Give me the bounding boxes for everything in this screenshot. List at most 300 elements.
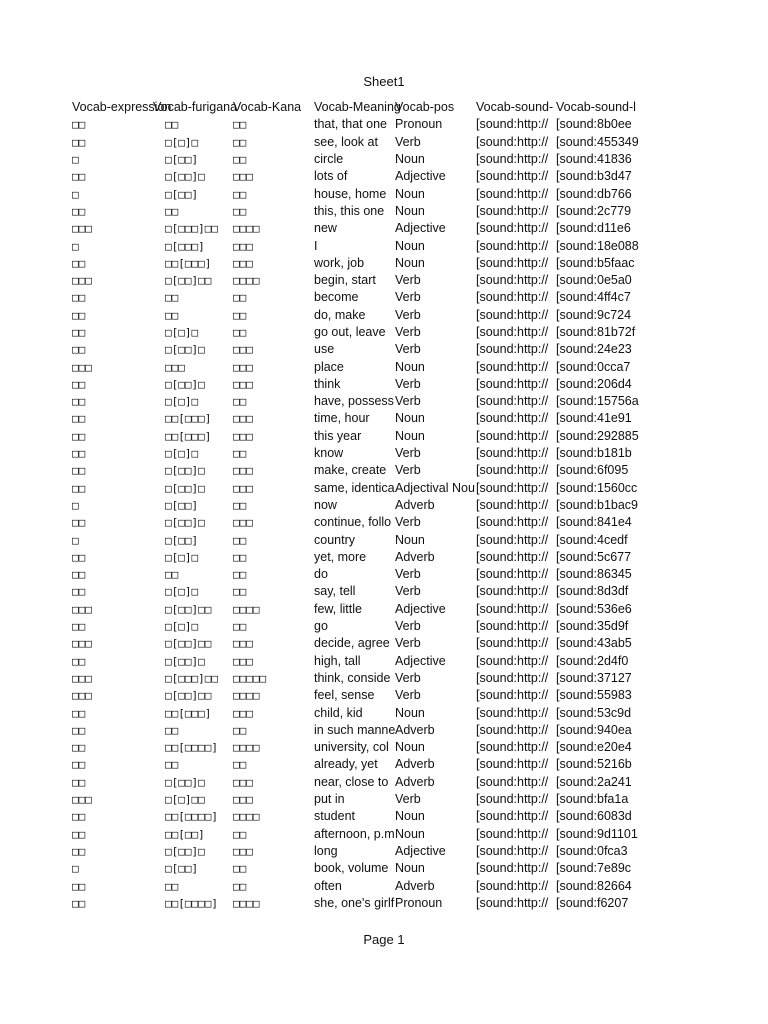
- table-row: [72, 635, 635, 652]
- cell-meaning: work, job: [314, 255, 365, 270]
- cell-furigana: □□[□□]: [165, 827, 205, 841]
- cell-expression: □□: [72, 308, 86, 322]
- cell-kana: □□: [233, 447, 247, 461]
- cell-sound-2: [sound:8b0ee: [556, 117, 632, 132]
- cell-meaning: few, little: [314, 601, 362, 616]
- vocab-table-body: [72, 116, 639, 912]
- cell-furigana: □□□: [165, 360, 185, 374]
- cell-kana: □□□: [233, 793, 253, 807]
- cell-expression: □□□: [72, 602, 92, 616]
- cell-furigana: □□: [165, 568, 179, 582]
- cell-sound-2: [sound:0e5a0: [556, 273, 632, 288]
- cell-pos: Noun: [395, 861, 425, 876]
- cell-kana: □□: [233, 533, 247, 547]
- cell-pos: Noun: [395, 705, 425, 720]
- cell-pos: Verb: [395, 584, 421, 599]
- cell-sound-2: [sound:2d4f0: [556, 653, 629, 668]
- cell-furigana: □□[□□□]: [165, 706, 212, 720]
- cell-sound-1: [sound:http://: [476, 826, 549, 841]
- cell-furigana: □[□□]: [165, 533, 199, 547]
- table-row: [72, 895, 635, 912]
- cell-pos: Verb: [395, 290, 421, 305]
- cell-sound-1: [sound:http://: [476, 670, 549, 685]
- table-row: [72, 687, 635, 704]
- cell-kana: □□: [233, 153, 247, 167]
- column-header-vocab-kana: Vocab-Kana: [233, 100, 302, 115]
- cell-sound-1: [sound:http://: [476, 290, 549, 305]
- cell-sound-2: [sound:2c779: [556, 203, 632, 218]
- cell-expression: □□: [72, 118, 86, 132]
- cell-pos: Noun: [395, 359, 425, 374]
- cell-sound-1: [sound:http://: [476, 446, 549, 461]
- table-row: [72, 722, 635, 739]
- cell-pos: Adjective: [395, 653, 446, 668]
- cell-pos: Verb: [395, 670, 421, 685]
- cell-meaning: university, col: [314, 740, 389, 755]
- cell-meaning: this year: [314, 428, 362, 443]
- table-row: [72, 653, 635, 670]
- cell-expression: □□: [72, 879, 86, 893]
- cell-sound-2: [sound:292885: [556, 428, 639, 443]
- cell-kana: □□□: [233, 654, 253, 668]
- cell-furigana: □[□□]□: [165, 377, 205, 391]
- cell-meaning: think: [314, 376, 341, 391]
- cell-sound-1: [sound:http://: [476, 463, 549, 478]
- table-row: [72, 255, 635, 272]
- table-row: [72, 168, 635, 185]
- cell-pos: Adverb: [395, 878, 435, 893]
- cell-pos: Adjective: [395, 843, 446, 858]
- cell-expression: □□□: [72, 274, 92, 288]
- table-row: [72, 531, 635, 548]
- cell-expression: □□: [72, 827, 86, 841]
- cell-sound-1: [sound:http://: [476, 203, 549, 218]
- cell-sound-2: [sound:b181b: [556, 446, 632, 461]
- cell-sound-2: [sound:41836: [556, 152, 632, 167]
- cell-sound-2: [sound:18e088: [556, 238, 639, 253]
- table-row: [72, 185, 635, 202]
- cell-furigana: □[□□]□: [165, 775, 205, 789]
- cell-sound-2: [sound:43ab5: [556, 636, 632, 651]
- cell-meaning: near, close to: [314, 774, 389, 789]
- cell-sound-1: [sound:http://: [476, 774, 549, 789]
- cell-sound-1: [sound:http://: [476, 307, 549, 322]
- cell-furigana: □□[□□□□]: [165, 810, 218, 824]
- cell-meaning: become: [314, 290, 359, 305]
- vocab-table: [72, 99, 639, 912]
- cell-furigana: □[□□]□: [165, 844, 205, 858]
- cell-pos: Noun: [395, 740, 425, 755]
- cell-meaning: this, this one: [314, 203, 385, 218]
- cell-kana: □□□: [233, 239, 253, 253]
- cell-pos: Verb: [395, 688, 421, 703]
- cell-sound-2: [sound:7e89c: [556, 861, 632, 876]
- cell-sound-1: [sound:http://: [476, 273, 549, 288]
- table-row: [72, 272, 635, 289]
- cell-kana: □□□: [233, 706, 253, 720]
- cell-sound-2: [sound:8d3df: [556, 584, 629, 599]
- cell-expression: □□: [72, 706, 86, 720]
- cell-sound-1: [sound:http://: [476, 238, 549, 253]
- cell-kana: □□: [233, 827, 247, 841]
- cell-kana: □□□□: [233, 741, 260, 755]
- table-row: [72, 324, 635, 341]
- cell-kana: □□□□: [233, 602, 260, 616]
- table-row: [72, 704, 635, 721]
- cell-sound-1: [sound:http://: [476, 134, 549, 149]
- cell-sound-1: [sound:http://: [476, 757, 549, 772]
- cell-expression: □□□: [72, 222, 92, 236]
- cell-expression: □□□: [72, 689, 92, 703]
- cell-meaning: in such manne: [314, 722, 396, 737]
- cell-expression: □□: [72, 204, 86, 218]
- cell-sound-2: [sound:0fca3: [556, 843, 628, 858]
- cell-meaning: begin, start: [314, 273, 376, 288]
- cell-kana: □□: [233, 326, 247, 339]
- table-row: [72, 756, 635, 773]
- cell-sound-1: [sound:http://: [476, 688, 549, 703]
- cell-pos: Noun: [395, 532, 425, 547]
- cell-expression: □: [72, 533, 79, 547]
- table-row: [72, 514, 635, 531]
- cell-meaning: yet, more: [314, 549, 367, 564]
- cell-sound-2: [sound:82664: [556, 878, 632, 893]
- cell-expression: □□: [72, 723, 86, 737]
- cell-sound-2: [sound:841e4: [556, 515, 632, 530]
- cell-expression: □□: [72, 464, 86, 478]
- cell-pos: Noun: [395, 411, 425, 426]
- cell-furigana: □[□□]: [165, 498, 199, 512]
- cell-expression: □□: [72, 429, 86, 443]
- cell-furigana: □[□□]□: [165, 481, 205, 495]
- cell-expression: □□: [72, 481, 86, 495]
- cell-pos: Verb: [395, 567, 421, 582]
- cell-kana: □□: [233, 395, 247, 409]
- cell-furigana: □[□□]□: [165, 464, 205, 478]
- cell-pos: Adverb: [395, 722, 435, 737]
- cell-kana: □□: [233, 498, 247, 512]
- cell-sound-1: [sound:http://: [476, 584, 549, 599]
- cell-expression: □: [72, 498, 79, 512]
- cell-pos: Noun: [395, 809, 425, 824]
- cell-expression: □□: [72, 896, 86, 910]
- cell-sound-1: [sound:http://: [476, 653, 549, 668]
- cell-expression: □□: [72, 412, 86, 426]
- table-row: [72, 583, 635, 600]
- cell-sound-1: [sound:http://: [476, 325, 549, 339]
- cell-meaning: afternoon, p.m: [314, 826, 395, 841]
- cell-kana: □□□: [233, 377, 253, 391]
- cell-furigana: □□: [165, 308, 179, 322]
- cell-sound-2: [sound:1560cc: [556, 480, 638, 495]
- cell-sound-2: [sound:b5faac: [556, 255, 635, 270]
- cell-sound-1: [sound:http://: [476, 394, 549, 409]
- cell-expression: □: [72, 153, 79, 167]
- cell-pos: Noun: [395, 152, 425, 167]
- cell-sound-2: [sound:db766: [556, 186, 632, 201]
- table-row: [72, 410, 635, 427]
- table-row: [72, 151, 635, 168]
- cell-sound-1: [sound:http://: [476, 117, 549, 132]
- cell-meaning: make, create: [314, 463, 387, 478]
- cell-kana: □□: [233, 862, 247, 876]
- cell-expression: □□: [72, 775, 86, 789]
- cell-sound-1: [sound:http://: [476, 861, 549, 876]
- cell-sound-2: [sound:15756a: [556, 394, 639, 409]
- cell-kana: □□□□: [233, 274, 260, 288]
- cell-meaning: she, one's girlf: [314, 895, 395, 910]
- cell-pos: Adjective: [395, 169, 446, 184]
- cell-furigana: □[□□]□□: [165, 274, 212, 288]
- cell-expression: □□: [72, 256, 86, 270]
- cell-pos: Noun: [395, 203, 425, 218]
- table-row: [72, 358, 635, 375]
- table-row: [72, 843, 635, 860]
- cell-kana: □□: [233, 550, 247, 564]
- column-header-vocab-furigana: Vocab-furigana: [153, 100, 238, 115]
- page-footer: Page 1: [363, 932, 405, 947]
- cell-furigana: □[□]□: [165, 447, 199, 461]
- table-row: [72, 791, 635, 808]
- cell-sound-2: [sound:b1bac9: [556, 497, 639, 512]
- cell-sound-1: [sound:http://: [476, 792, 549, 807]
- cell-furigana: □[□□]□: [165, 654, 205, 668]
- table-row: [72, 393, 635, 410]
- cell-meaning: place: [314, 359, 344, 374]
- cell-meaning: now: [314, 497, 337, 512]
- cell-meaning: say, tell: [314, 584, 356, 599]
- sheet-title: Sheet1: [363, 74, 405, 89]
- cell-meaning: feel, sense: [314, 688, 375, 703]
- cell-kana: □□□: [233, 343, 253, 357]
- cell-pos: Verb: [395, 376, 421, 391]
- cell-furigana: □□[□□□□]: [165, 741, 218, 755]
- column-header-vocab-meaning: Vocab-Meaning: [314, 100, 401, 115]
- cell-pos: Adverb: [395, 774, 435, 789]
- cell-expression: □□: [72, 135, 86, 149]
- cell-sound-1: [sound:http://: [476, 549, 549, 564]
- cell-kana: □□: [233, 758, 247, 772]
- cell-pos: Noun: [395, 826, 425, 841]
- cell-meaning: child, kid: [314, 705, 363, 720]
- cell-kana: □□□□□: [233, 671, 267, 685]
- cell-furigana: □[□□□]: [165, 239, 205, 253]
- cell-pos: Adverb: [395, 549, 435, 564]
- cell-expression: □□: [72, 377, 86, 391]
- cell-meaning: see, look at: [314, 134, 378, 149]
- cell-meaning: circle: [314, 152, 344, 167]
- cell-furigana: □□: [165, 204, 179, 218]
- cell-meaning: lots of: [314, 169, 348, 184]
- cell-meaning: use: [314, 342, 335, 357]
- cell-sound-2: [sound:9c724: [556, 307, 632, 322]
- cell-kana: □□□□: [233, 689, 260, 703]
- cell-expression: □□: [72, 326, 86, 339]
- table-row: [72, 618, 635, 635]
- cell-sound-2: [sound:35d9f: [556, 619, 629, 634]
- cell-expression: □□□: [72, 637, 92, 651]
- table-row: [72, 566, 635, 583]
- cell-meaning: often: [314, 878, 342, 893]
- cell-expression: □: [72, 862, 79, 876]
- table-row: [72, 480, 635, 497]
- table-row: [72, 116, 635, 133]
- cell-sound-1: [sound:http://: [476, 809, 549, 824]
- cell-pos: Pronoun: [395, 895, 443, 910]
- cell-meaning: put in: [314, 792, 345, 807]
- cell-meaning: book, volume: [314, 861, 389, 876]
- cell-sound-2: [sound:2a241: [556, 774, 632, 789]
- table-row: [72, 203, 635, 220]
- table-row: [72, 860, 635, 877]
- cell-furigana: □[□□]□: [165, 343, 205, 357]
- cell-furigana: □□: [165, 291, 179, 305]
- cell-kana: □□□: [233, 516, 253, 530]
- cell-meaning: do: [314, 567, 328, 582]
- cell-kana: □□□□: [233, 810, 260, 824]
- cell-sound-1: [sound:http://: [476, 740, 549, 755]
- cell-furigana: □[□□]□□: [165, 637, 212, 651]
- cell-sound-2: [sound:536e6: [556, 601, 632, 616]
- cell-meaning: new: [314, 221, 337, 236]
- cell-expression: □□: [72, 447, 86, 461]
- table-row: [72, 428, 635, 445]
- cell-furigana: □[□□]: [165, 187, 199, 201]
- cell-sound-2: [sound:b3d47: [556, 169, 632, 184]
- cell-expression: □□: [72, 395, 86, 409]
- cell-furigana: □[□□]: [165, 153, 199, 167]
- cell-furigana: □[□□]□: [165, 170, 205, 184]
- cell-furigana: □□: [165, 758, 179, 772]
- cell-sound-1: [sound:http://: [476, 601, 549, 616]
- cell-sound-1: [sound:http://: [476, 843, 549, 858]
- cell-sound-1: [sound:http://: [476, 376, 549, 391]
- cell-pos: Adverb: [395, 757, 435, 772]
- cell-furigana: □[□]□: [165, 395, 199, 409]
- cell-expression: □□: [72, 170, 86, 184]
- cell-sound-1: [sound:http://: [476, 221, 549, 236]
- cell-sound-2: [sound:37127: [556, 670, 632, 685]
- cell-sound-2: [sound:4ff4c7: [556, 290, 631, 305]
- cell-kana: □□: [233, 620, 247, 634]
- cell-kana: □□□: [233, 464, 253, 478]
- cell-sound-1: [sound:http://: [476, 705, 549, 720]
- cell-sound-1: [sound:http://: [476, 152, 549, 167]
- cell-furigana: □□: [165, 118, 179, 132]
- cell-sound-2: [sound:206d4: [556, 376, 632, 391]
- cell-sound-1: [sound:http://: [476, 532, 549, 547]
- cell-kana: □□: [233, 879, 247, 893]
- cell-kana: □□□□: [233, 222, 260, 236]
- cell-pos: Verb: [395, 446, 421, 461]
- cell-kana: □□□: [233, 844, 253, 858]
- cell-expression: □□: [72, 516, 86, 530]
- table-row: [72, 739, 635, 756]
- cell-kana: □□: [233, 568, 247, 582]
- cell-pos: Adjective: [395, 221, 446, 236]
- column-header-vocab-pos: Vocab-pos: [395, 100, 455, 115]
- cell-sound-2: [sound:81b72f: [556, 325, 636, 339]
- cell-sound-1: [sound:http://: [476, 186, 549, 201]
- cell-furigana: □[□]□: [165, 585, 199, 599]
- cell-expression: □□□: [72, 360, 92, 374]
- cell-sound-2: [sound:940ea: [556, 722, 632, 737]
- cell-pos: Verb: [395, 342, 421, 357]
- cell-meaning: house, home: [314, 186, 387, 201]
- cell-sound-2: [sound:6f095: [556, 463, 629, 478]
- cell-kana: □□□: [233, 481, 253, 495]
- cell-furigana: □[□]□: [165, 620, 199, 634]
- cell-pos: Verb: [395, 134, 421, 149]
- table-row: [72, 445, 635, 462]
- cell-meaning: continue, follo: [314, 515, 392, 530]
- cell-kana: □□□: [233, 775, 253, 789]
- cell-sound-1: [sound:http://: [476, 359, 549, 374]
- cell-sound-2: [sound:41e91: [556, 411, 632, 426]
- cell-kana: □□: [233, 308, 247, 322]
- table-row: [72, 825, 635, 842]
- cell-sound-1: [sound:http://: [476, 169, 549, 184]
- cell-sound-2: [sound:455349: [556, 134, 639, 149]
- cell-sound-2: [sound:d11e6: [556, 221, 631, 236]
- table-row: [72, 774, 635, 791]
- cell-pos: Noun: [395, 186, 425, 201]
- cell-sound-2: [sound:86345: [556, 567, 632, 582]
- cell-expression: □□: [72, 585, 86, 599]
- cell-kana: □□: [233, 118, 247, 132]
- header-row: [72, 99, 635, 116]
- table-row: [72, 670, 635, 687]
- cell-pos: Verb: [395, 619, 421, 634]
- cell-kana: □□□: [233, 170, 253, 184]
- cell-furigana: □[□]□: [165, 550, 199, 564]
- cell-pos: Noun: [395, 428, 425, 443]
- cell-meaning: already, yet: [314, 757, 378, 772]
- cell-kana: □□: [233, 204, 247, 218]
- cell-sound-1: [sound:http://: [476, 567, 549, 582]
- table-row: [72, 134, 635, 151]
- cell-kana: □□□□: [233, 896, 260, 910]
- cell-furigana: □[□□]: [165, 862, 199, 876]
- cell-furigana: □[□]□: [165, 326, 199, 339]
- table-row: [72, 220, 635, 237]
- cell-kana: □□: [233, 723, 247, 737]
- cell-expression: □□: [72, 550, 86, 564]
- table-row: [72, 808, 635, 825]
- cell-expression: □□: [72, 758, 86, 772]
- cell-expression: □□: [72, 291, 86, 305]
- cell-pos: Noun: [395, 255, 425, 270]
- cell-sound-1: [sound:http://: [476, 878, 549, 893]
- cell-pos: Pronoun: [395, 117, 443, 132]
- cell-expression: □□: [72, 568, 86, 582]
- cell-furigana: □[□□]□: [165, 516, 205, 530]
- cell-furigana: □[□□]□□: [165, 689, 212, 703]
- cell-pos: Adjective: [395, 601, 446, 616]
- cell-meaning: that, that one: [314, 117, 387, 132]
- cell-meaning: do, make: [314, 307, 366, 322]
- cell-expression: □□: [72, 654, 86, 668]
- cell-furigana: □□[□□□]: [165, 412, 212, 426]
- cell-furigana: □□[□□□]: [165, 256, 212, 270]
- table-row: [72, 289, 635, 306]
- cell-meaning: student: [314, 809, 356, 824]
- cell-pos: Verb: [395, 325, 421, 339]
- cell-furigana: □[□□□]□□: [165, 222, 218, 236]
- cell-meaning: go out, leave: [314, 325, 386, 339]
- cell-sound-1: [sound:http://: [476, 480, 549, 495]
- table-row: [72, 462, 635, 479]
